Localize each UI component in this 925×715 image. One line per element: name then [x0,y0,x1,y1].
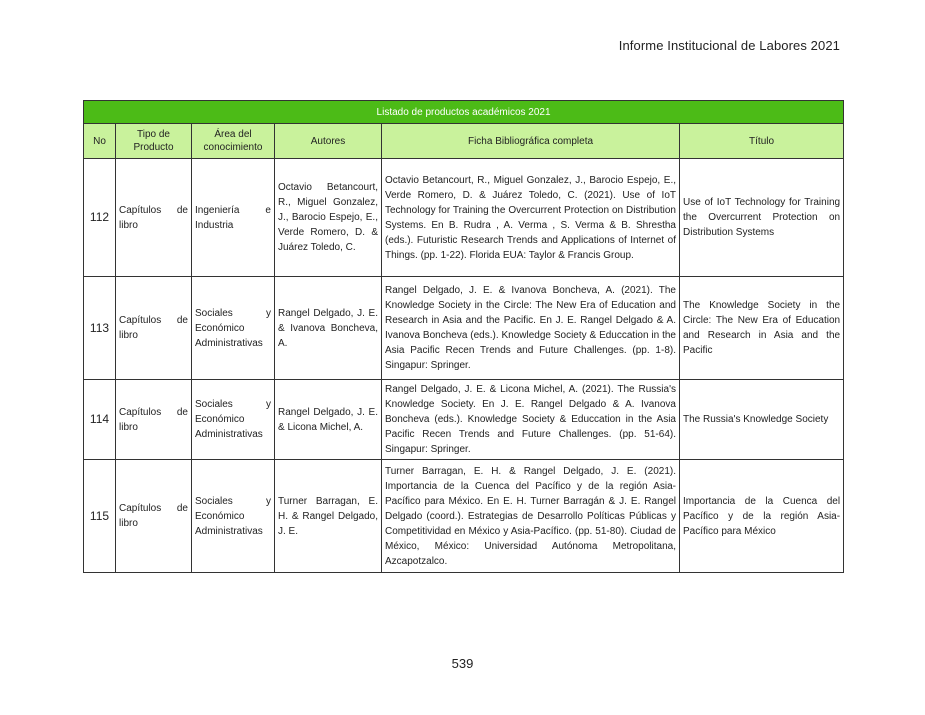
cell-tipo: Capítulos de libro [116,277,192,380]
column-header-autores: Autores [275,124,382,159]
table-row [84,277,844,380]
table-row [84,460,844,573]
cell-area: Sociales y Económico Administrativas [192,380,275,460]
page-number: 539 [451,656,474,671]
column-header-titulo: Título [680,124,844,159]
table-row [84,159,844,277]
table-caption-row [84,101,844,124]
cell-autores: Turner Barragan, E. H. & Rangel Delgado, J. E. [275,460,382,573]
column-header-no: No [84,124,116,159]
report-header-title: Informe Institucional de Labores 2021 [618,38,840,53]
cell-autores: Rangel Delgado, J. E. & Licona Michel, A. [275,380,382,460]
cell-tipo: Capítulos de libro [116,460,192,573]
table-caption: Listado de productos académicos 2021 [84,101,844,124]
cell-no: 113 [84,277,116,380]
cell-tipo: Capítulos de libro [116,159,192,277]
cell-area: Sociales y Económico Administrativas [192,277,275,380]
table-row [84,380,844,460]
cell-no: 114 [84,380,116,460]
table-header-row [84,124,844,159]
cell-titulo: Use of IoT Technology for Training the Overcurrent Protection on Distribution Systems [680,159,844,277]
cell-titulo: The Russia's Knowledge Society [680,380,844,460]
column-header-area: Área del conocimiento [192,124,275,159]
column-header-tipo: Tipo de Producto [116,124,192,159]
cell-ficha: Turner Barragan, E. H. & Rangel Delgado, J. E. (2021). Importancia de la Cuenca del Pacífico y de la región Asia-Pacífico para México. En E. H. Turner Barragán & J. E. Rangel Delgado (coord.). Estrategias de Desarrollo Políticas Públicas y Competitividad en México y Asia-Pacífico. (pp. 51-80). Ciudad de México, México: Universidad Autónoma Metropolitana, Azcapotzalco. [382,460,680,573]
cell-tipo: Capítulos de libro [116,380,192,460]
cell-ficha: Rangel Delgado, J. E. & Ivanova Boncheva, A. (2021). The Knowledge Society in the Circle: The New Era of Education and Research in Asia and the Pacific. En J. E. Rangel Delgado & A. Ivanova Boncheva (eds.). Knowledge Society & Educcation in the Asia Pacific Recen Trends and Future Challenges. (pp. 1-8). Singapur: Springer. [382,277,680,380]
cell-area: Ingeniería e Industria [192,159,275,277]
cell-no: 112 [84,159,116,277]
cell-area: Sociales y Económico Administrativas [192,460,275,573]
cell-autores: Octavio Betancourt, R., Miguel Gonzalez, J., Barocio Espejo, E., Verde Romero, D. & Juárez Toledo, C. [275,159,382,277]
cell-titulo: Importancia de la Cuenca del Pacífico y de la región Asia-Pacífico para México [680,460,844,573]
cell-ficha: Octavio Betancourt, R., Miguel Gonzalez, J., Barocio Espejo, E., Verde Romero, D. & Juárez Toledo, C. (2021). Use of IoT Technology for Training the Overcurrent Protection on Distribution Systems. En B. Rudra , A. Verma , S. Verma & B. Shrestha (eds.). Futuristic Research Trends and Applications of Internet of Things. (pp. 1-22). Florida EUA: Taylor & Francis Group. [382,159,680,277]
academic-products-table [83,100,844,573]
column-header-ficha: Ficha Bibliográfica completa [382,124,680,159]
cell-titulo: The Knowledge Society in the Circle: The New Era of Education and Research in Asia and the Pacific [680,277,844,380]
cell-ficha: Rangel Delgado, J. E. & Licona Michel, A. (2021). The Russia's Knowledge Society. En J. E. Rangel Delgado & A. Ivanova Boncheva (eds.). Knowledge Society & Educcation in the Asia Pacific Recen Trends and Future Challenges. (pp. 51-64). Singapur: Springer. [382,380,680,460]
cell-autores: Rangel Delgado, J. E. & Ivanova Boncheva, A. [275,277,382,380]
cell-no: 115 [84,460,116,573]
